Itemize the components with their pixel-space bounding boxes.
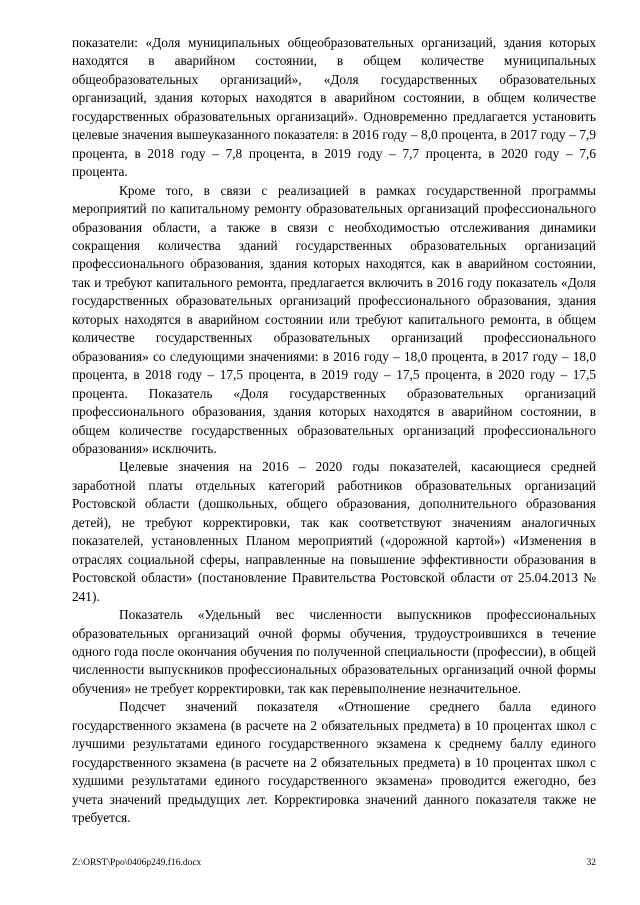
paragraph-capital-repair: Кроме того, в связи с реализацией в рамках государственной программы мероприятий по капитальному ремонту образовательных организаций профессионального образования области, а также в связи с необходимостью отслеживания динамики сокращения количества зданий государственных образовательных организаций профессионального образования, здания которых находятся, как в аварийном состоянии, так и требуют капитального ремонта, предлагается включить в 2016 году показатель «Доля государственных образовательных организаций профессионального образования, здания которых находятся в аварийном состоянии или требуют капитального ремонта, в общем количестве государственных образовательных организаций профессионального образования» со следующими значениями: в 2016 году – 18,0 процента, в 2017 году – 18,0 процента, в 2018 году – 17,5 процента, в 2019 году – 17,5 процента, в 2020 году – 17,5 процента. Показатель «Доля государственных образовательных организаций профессионального образования, здания которых находятся в аварийном состоянии, в общем количестве государственных образовательных организаций профессионального образования» исключить. <box>72 182 596 456</box>
paragraph-graduate-employment: Показатель «Удельный вес численности выпускников профессиональных образовательных организаций очной формы обучения, трудоустроившихся в течение одного года после окончания обучения по полученной специальности (профессии), в общей численности выпускников профессиональных образовательных организаций очной формы обучения» не требует корректировки, так как перевыполнение незначительное. <box>72 607 596 696</box>
footer-file-path: Z:\ORST\Ppo\0406p249.f16.docx <box>72 858 202 868</box>
paragraph-exam-score-ratio: Подсчет значений показателя «Отношение среднего балла единого государственного экзамена (в расчете на 2 обязательных предмета) в 10 процентах школ с лучшими результатами единого государственного экзамена к среднему баллу единого государственного экзамена (в расчете на 2 обязательных предмета) в 10 процентах школ с худшими результатами единого государственного экзамена» проводится ежегодно, без учета значений предыдущих лет. Корректировка значений данного показателя также не требуется. <box>72 699 596 826</box>
paragraph-continuation: показатели: «Доля муниципальных общеобразовательных организаций, здания которых находятся в аварийном состоянии, в общем количестве муниципальных общеобразовательных организаций», «Доля государственных образовательных организаций, здания которых находятся в аварийном состоянии, в общем количестве государственных образовательных организаций». Одновременно предлагается установить целевые значения вышеуказанного показателя: в 2016 году – 8,0 процента, в 2017 году – 7,9 процента, в 2018 году – 7,8 процента, в 2019 году – 7,7 процента, в 2020 году – 7,6 процента. <box>72 35 596 180</box>
document-body <box>72 34 596 827</box>
paragraph-salary-targets: Целевые значения на 2016 – 2020 годы показателей, касающиеся средней заработной платы отдельных категорий работников образовательных организаций Ростовской области (дошкольных, общего образования, дополнительного образования детей), не требуют корректировки, так как соответствуют значениям аналогичных показателей, установленных Планом мероприятий («дорожной картой») «Изменения в отраслях социальной сферы, направленные на повышение эффективности образования в Ростовской области» (постановление Правительства Ростовской области от 25.04.2013 № 241). <box>72 459 596 604</box>
page-number: 32 <box>586 858 596 868</box>
page-footer <box>72 857 596 869</box>
